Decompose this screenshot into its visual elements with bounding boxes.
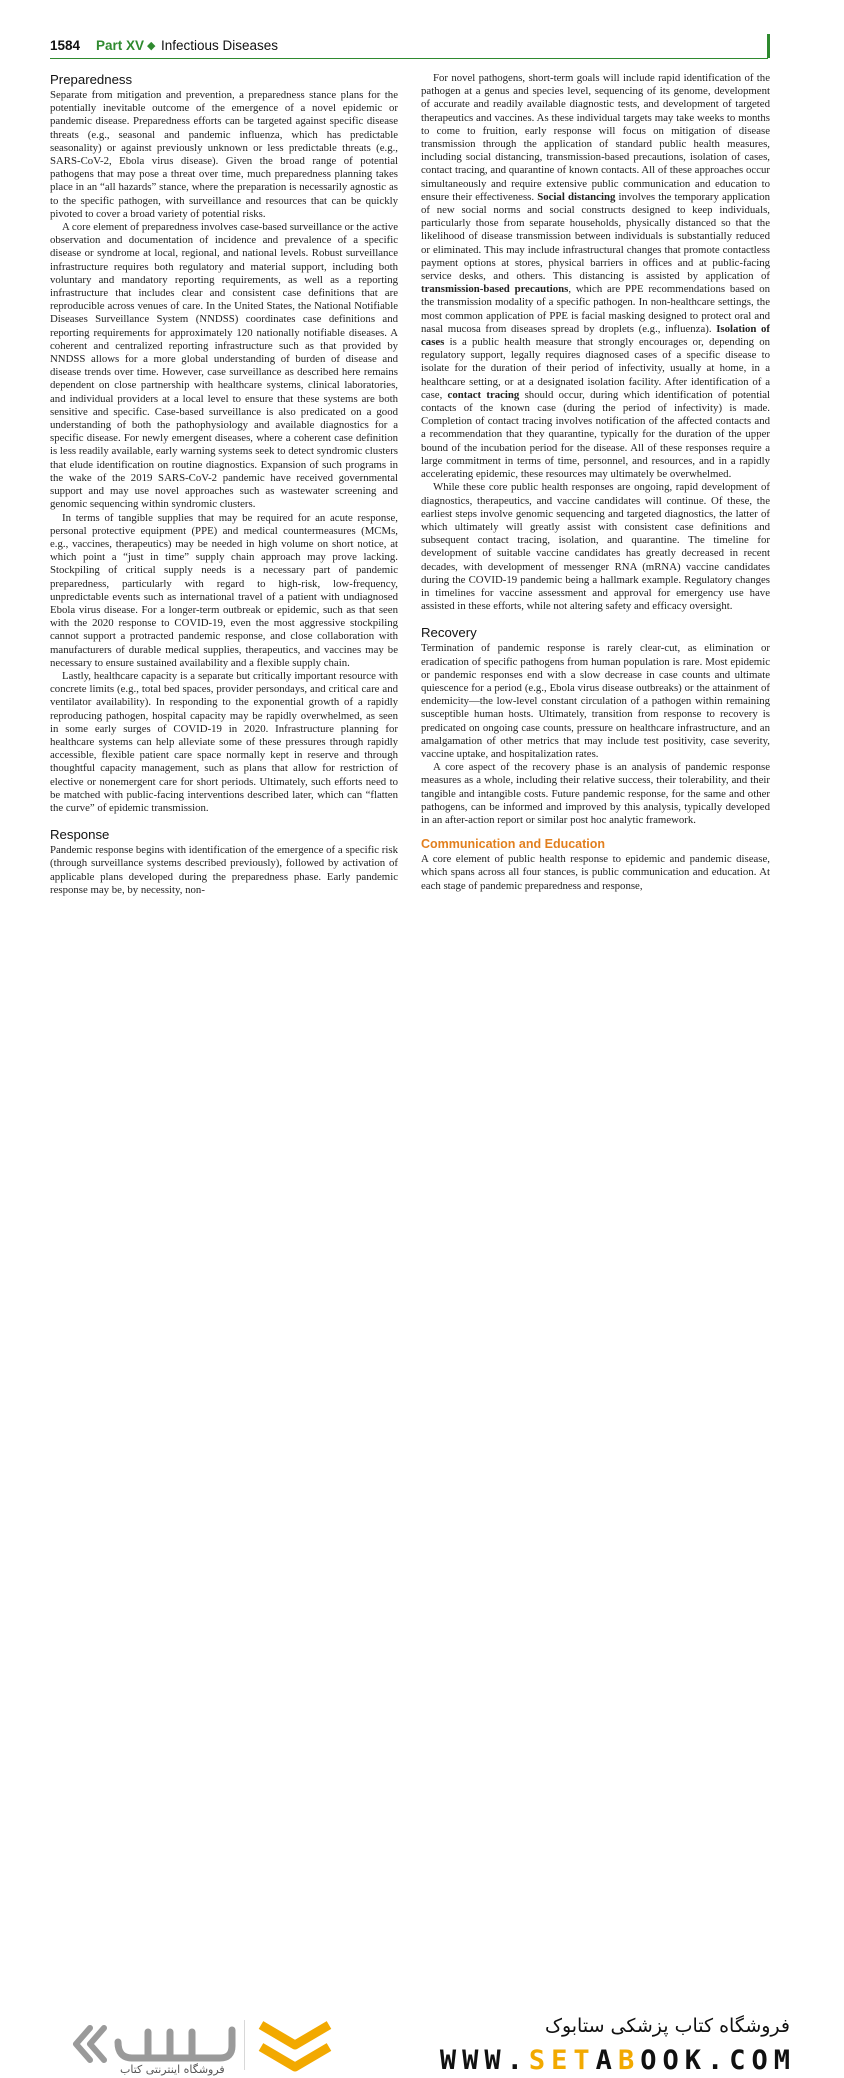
recovery-heading: Recovery bbox=[421, 625, 477, 641]
running-header bbox=[50, 38, 768, 59]
url-part: A bbox=[595, 2045, 618, 2076]
paragraph: In terms of tangible supplies that may be required for an acute response, personal protective equipment (PPE) and medical countermeasures (MCMs, e.g., vaccines, therapeutics) may be needed in high volume on short notice, at which point a “just in time” supply chain approach may prove lacking. Stockpiling of critical supply needs is a necessary part of pandemic preparedness, particularly with regard to high-risk, low-frequency, unpredictable events such as international travel of a patient with undiagnosed Ebola virus disease. For a longer-term outbreak or epidemic, such as that seen with the 2020 response to COVID-19, even the most aggressive stockpiling cannot support a protracted pandemic response, and close collaboration with manufacturers of durable medical supplies, therapeutics, and vaccines may be necessary to ensure sustained availability and a flexible supply chain. bbox=[50, 511, 398, 669]
text-run: involves the temporary application of new social norms and social constructs designed to keep individuals, particularly those from separate households, physically distanced so that the likelihood of disease transmission between individuals is substantially reduced or eliminated. This may include infrastructural changes that promote contactless payment options at stores, physical barriers in offices and at public-facing service desks, and others. This distancing is assisted by application of bbox=[421, 190, 770, 283]
setabook-chevron-icon bbox=[257, 2019, 333, 2077]
page-number: 1584 bbox=[50, 38, 81, 53]
text-run: For novel pathogens, short-term goals will include rapid identification of the pathogen at a genus and species level, sequencing of its genome, development of accurate and readily available diagnostic tests, and development of targeted therapeutics and vaccines. As these individual targets may take weeks to months to come to fruition, early response will focus on mitigation of disease transmission through the application of standard public health measures, including social distancing, transmission-based precautions, isolation of cases, contact tracing, and quarantine of known contacts. All of these approaches occur simultaneously and require extensive public communication and education to ensure their effectiveness. bbox=[421, 72, 770, 203]
term-transmission-precautions: transmission-based precautions bbox=[421, 283, 569, 296]
url-part: OOK.COM bbox=[640, 2045, 796, 2076]
paragraph: A core element of preparedness involves case-based surveillance or the active observation and documentation of incidence and prevalence of a specific disease or syndrome at local, regional, and national levels. Robust surveillance infrastructure requires both regulatory and material support, including both voluntary and mandatory reporting requirements, as well as a reporting infrastructure that includes clear and consistent case definitions that are reproducible across venues of care. In the United States, the National Notifiable Diseases Surveillance System (NNDSS) coordinates case definitions and reporting requirements for approximately 120 nationally notifiable diseases. A coherent and centralized reporting infrastructure such as that provided by NNDSS allows for a more global understanding of burden of disease and disease trends over time. However, case surveillance as described here remains dependent on close partnership with healthcare systems, clinical laboratories, and individual providers at a local level to ensure that these systems are both sensitive and specific. Case-based surveillance is also predicated on a good understanding of both the pathophysiology and available diagnostics for a specific disease. For newly emergent diseases, where a coherent case definition is less readily available, early warning systems seek to detect syndromic clusters that elude identification on routine diagnostics. Expansion of such programs in the wake of the 2019 SARS-CoV-2 pandemic have received governmental support and may use novel approaches such as wastewater screening and genomic sequencing within syndromic clusters. bbox=[50, 221, 398, 511]
logo-subtitle: فروشگاه اینترنتی کتاب bbox=[120, 2063, 225, 2076]
text-run: is a public health measure that strongly encourages or, depending on regulatory support, legally requires diagnosed cases of a specific disease to isolate for the duration of their period of infectivity, usually at home, in a healthcare setting, or at a designated isolation facility. After identification of a case, bbox=[421, 336, 770, 401]
paragraph: Separate from mitigation and prevention, a preparedness stance plans for the potentially inevitable outcome of the emergence of a novel epidemic or pandemic disease. Preparedness efforts can be targeted against specific disease threats (e.g., seasonal and pandemic influenza, which has predictable seasonality) or against previously unknown or less predictable threats (e.g., SARS-CoV-2, Ebola virus disease). Given the broad range of potential pathogens that may pose a threat over time, much preparedness planning takes place in an “all hazards” stance, where the preparation is necessarily agnostic as to the specific pathogen, with surveillance and resources that can be quickly pivoted to cover a broad variety of potential risks. bbox=[50, 89, 398, 220]
paragraph: Lastly, healthcare capacity is a separate but critically important resource with concrete limits (e.g., total bed spaces, provider persondays, and critical care and ventilator availability). In responding to the exponential growth of a rapidly reproducing pathogen, hospital capacity may be rapidly overwhelmed, as seen in some early surges of COVID-19 in 2020. Infrastructure planning for healthcare systems can help alleviate some of these pressures through rapidly accessible, flexible patient care space normally kept in reserve and through thoughtful capacity management, such as plans that allow for restriction of elective or nonemergent care for short periods. Ultimately, such efforts need to be matched with public-facing interventions described later, which can “flatten the curve” of epidemic transmission. bbox=[50, 669, 398, 814]
store-url[interactable] bbox=[440, 2045, 796, 2076]
paragraph: While these core public health responses are ongoing, rapid development of diagnostics, therapeutics, and vaccine candidates will continue. Of these, the earliest steps involve genomic sequencing and targeted diagnostics, the latter of which ultimately will greatly assist with consistent case definitions and subsequent contact tracing, isolation, and quarantine. The timeline for development of suitable vaccine candidates has greatly decreased in recent decades, with development of messenger RNA (mRNA) vaccine candidates during the COVID-19 pandemic being a hallmark example. Regulatory changes in timelines for vaccine assessment and approval for emergency use have assisted in these efforts, while not altering safety and efficacy oversight. bbox=[421, 481, 770, 613]
preparedness-heading: Preparedness bbox=[50, 72, 133, 87]
text-run: , which are PPE recommendations based on the transmission modality of a specific pathogen. In non-healthcare settings, the most common application of PPE is facial masking designed to protect oral and nasal mucosa from diseases spread by droplets (e.g., influenza). bbox=[421, 283, 770, 335]
right-column bbox=[421, 72, 770, 992]
url-highlight: SET bbox=[528, 2045, 596, 2076]
header-rule-end bbox=[767, 34, 770, 58]
paragraph: A core aspect of the recovery phase is an analysis of pandemic response measures as a whole, including their relative success, their tolerability, and their tangible and intangible costs. Future pandemic response, for the same and other pathogens, can be informed and improved by this analysis, typically developed in an after-action report or similar post hoc analytic framework. bbox=[421, 761, 770, 826]
part-label: Part XV bbox=[96, 38, 145, 53]
page-fade bbox=[0, 965, 844, 1005]
response-heading: Response bbox=[50, 827, 110, 843]
paragraph bbox=[421, 72, 770, 481]
diamond-icon: ◆ bbox=[147, 40, 156, 52]
paragraph: A core element of public health response to epidemic and pandemic disease, which spans across all four stances, is public communication and education. At each stage of pandemic preparedness and response, bbox=[421, 853, 770, 892]
watermark-band bbox=[0, 1003, 844, 2076]
term-contact-tracing: contact tracing bbox=[447, 388, 520, 401]
term-isolation: Isolation of cases bbox=[421, 322, 770, 349]
term-social-distancing: Social distancing bbox=[537, 190, 616, 203]
url-highlight: B bbox=[617, 2045, 641, 2076]
communication-heading: Communication and Education bbox=[421, 837, 606, 852]
url-part: WWW. bbox=[439, 2045, 529, 2076]
paragraph: Pandemic response begins with identification of the emergence of a specific risk (through surveillance systems described previously), followed by activation of applicable plans developed during the preparedness phase. Early pandemic response may be, by necessity, non- bbox=[50, 844, 398, 896]
store-name: فروشگاه کتاب پزشکی ستابوک bbox=[544, 2015, 790, 2037]
divider bbox=[244, 2020, 245, 2070]
left-column bbox=[50, 72, 398, 992]
chapter-title: Infectious Diseases bbox=[161, 38, 279, 53]
text-run: should occur, during which identification of potential contacts of the known case (during the period of infectivity) is made. Completion of contact tracing involves notification of the affected contacts and a recommendation that they quarantine, typically for the duration of the upper bound of the incubation period for the disease. All of these responses require a large commitment in terms of time, personnel, and resources, and in a rapidly accelerating epidemic, these resources may ultimately be overwhelmed. bbox=[421, 388, 770, 481]
paragraph: Termination of pandemic response is rarely clear-cut, as elimination or eradication of specific pathogens from human population is rare. Most epidemic or pandemic responses end with a slow decrease in case counts and ultimate quiescence for a period (e.g., Ebola virus disease outbreaks) or the attainment of endemicity—the low-level constant circulation of a pathogen within remaining susceptible human hosts. Ultimately, transition from response to recovery is predicated on ongoing case counts, pressure on healthcare infrastructure, and an amalgamation of other metrics that may include test positivity, case severity, vaccine uptake, and hospitalization rates. bbox=[421, 642, 770, 760]
